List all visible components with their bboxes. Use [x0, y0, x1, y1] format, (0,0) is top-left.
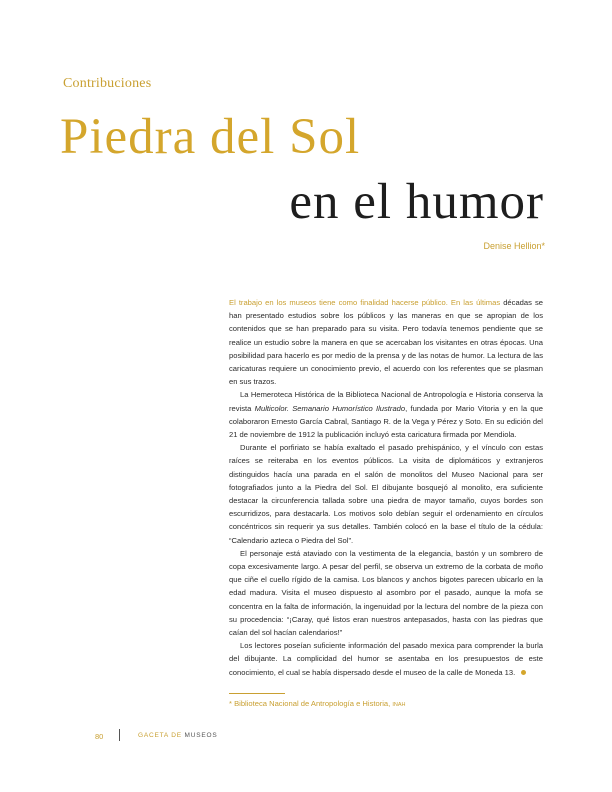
paragraph-5 — [229, 639, 543, 679]
journal-name-part-2: MUSEOS — [184, 732, 218, 739]
paragraph-4: El personaje está ataviado con la vestimenta de la elegancia, bastón y un sombrero de copa excesivamente largo. A pesar del perfil, se observa un extremo de la corbata de moño que ciñe el cuello rígido de la camisa. Los blancos y anchos bigotes parecen ubicarlo en la edad madura. Visita el museo dispuesto al asombro por el pasado, aunque la mofa se concentra en la falta de información, la ingenuidad por la lectura del nombre de la pieza con su procedencia: “¡Caray, qué listos eran nuestros antepasados, hasta con las piedras que caían del sol hacían calendarios!” — [229, 548, 543, 638]
paragraph-1 — [229, 296, 543, 388]
footnote-institution: INAH — [392, 702, 406, 708]
journal-name-part-1: GACETA DE — [138, 732, 185, 739]
paragraph-5-text: Los lectores poseían suficiente información del pasado mexica para comprender la burla del dibujante. La complicidad del humor se asentaba en los presupuestos de este conocimiento, el cual se había dispersado desde el museo de la calle de Moneda 13. — [229, 641, 543, 677]
footnote — [229, 699, 406, 708]
title-line-1: Piedra del Sol — [60, 109, 361, 165]
title-line-2: en el humor — [289, 174, 544, 230]
paragraph-3: Durante el porfiriato se había exaltado el pasado prehispánico, y el vínculo con estas raíces se reiteraba en los eventos públicos. La visita de diplomáticos y extranjeros distinguidos hacía una parada en el salón de monolitos del Museo Nacional para ser fotografiados junto a la Piedra del Sol. El dibujante bosquejó al monolito, era suficiente destacar la circunferencia tallada sobre una piedra de mayor tamaño, cuyos bordes son escurridizos, para destacarla. Los motivos solo debían seguir el ordenamiento en círculos concéntricos sin requerir ya sus detalles. También colocó en la base el título de la cédula: “Calendario azteca o Piedra del Sol”. — [229, 443, 543, 545]
footnote-text: * Biblioteca Nacional de Antropología e Historia, — [229, 699, 393, 708]
paragraph-2-text-a: La Hemeroteca Histórica de la Biblioteca Nacional de Antropología e Historia conserva la revista — [229, 390, 543, 413]
author-name: Denise Hellion* — [483, 241, 545, 251]
paragraph-2-text-b: , fundada por Mario Vitoria y en la que colaboraron Ernesto García Cabral, Santiago R. de la Vega y Pérez y Soto. En su edición del 21 de noviembre de 1912 la publicación incluyó esta caricatura firmada por Mendiola. — [229, 403, 543, 440]
page-number: 80 — [95, 732, 104, 741]
footer-divider — [119, 729, 120, 741]
section-label: Contribuciones — [63, 76, 152, 91]
lead-sentence: El trabajo en los museos tiene como finalidad hacerse público. En las últimas — [229, 298, 501, 307]
paragraph-2 — [229, 388, 543, 441]
journal-name — [138, 732, 218, 739]
end-mark-icon — [521, 670, 526, 675]
article-body — [229, 296, 543, 679]
magazine-title: Multicolor. Semanario Humorístico Ilustrado — [254, 403, 406, 413]
footnote-divider — [229, 693, 285, 694]
paragraph-1-text: décadas se han presentado estudios sobre los públicos y las maneras en que se apropian de los contenidos que se han preparado para su visita. Pero todavía tenemos pendiente que se realice un estudio sobre la manera en que se acercaban los visitantes en otras épocas. Una posibilidad para hacerlo es por medio de la prensa y de las notas de humor. La lectura de las caricaturas requiere un conocimiento previo, el acuerdo con los referentes que se plasman en sus trazos. — [229, 298, 543, 387]
